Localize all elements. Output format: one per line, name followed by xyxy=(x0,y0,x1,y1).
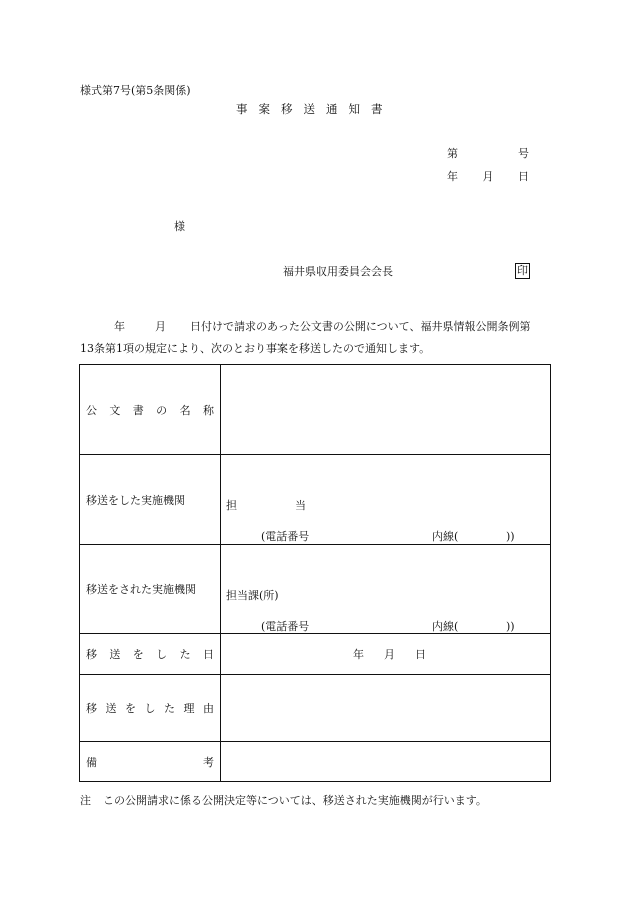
label-receiving-agency: 移送をされた実施機関 xyxy=(80,545,221,634)
body-text-a: 日付けで請求のあった公文書の公開について、福井県情報公開条例第 xyxy=(190,320,531,333)
transfer-month: 月 xyxy=(384,648,395,661)
form-number: 様式第7号(第5条関係) xyxy=(80,84,191,97)
label-document-name xyxy=(80,365,221,455)
label-char: 称 xyxy=(202,403,214,417)
seal-mark: 印 xyxy=(517,264,528,277)
row-transfer-reason xyxy=(80,675,551,742)
row-transfer-date xyxy=(80,634,551,675)
extension-label: 内線( xyxy=(432,530,459,543)
date-month: 月 xyxy=(482,170,494,183)
footnote xyxy=(80,794,487,808)
document-number-line xyxy=(447,147,529,161)
section-in-charge: 担当課(所) xyxy=(226,589,279,602)
extension-close: )) xyxy=(506,530,515,543)
label-transfer-date xyxy=(80,634,221,675)
row-receiving-agency xyxy=(80,545,551,634)
label-char: 移 xyxy=(86,702,97,715)
label-char: を xyxy=(132,648,144,661)
label-char: 由 xyxy=(203,702,214,715)
label-transferring-agency: 移送をした実施機関 xyxy=(80,455,221,545)
transfer-year: 年 xyxy=(353,648,364,661)
label-char: し xyxy=(144,702,156,715)
phone-label: (電話番号 xyxy=(261,530,310,543)
label-char: 文 xyxy=(109,403,121,417)
label-char: し xyxy=(156,648,168,661)
body-text-b: 13条第1項の規定により、次のとおり事案を移送したので通知します。 xyxy=(80,342,431,355)
row-document-name xyxy=(80,365,551,455)
row-transferring-agency xyxy=(80,455,551,545)
tanto-b: 当 xyxy=(295,499,306,512)
body-month: 月 xyxy=(155,320,166,333)
number-prefix: 第 xyxy=(447,147,458,160)
justified-label xyxy=(86,700,214,716)
document-title: 事案移送通知書 xyxy=(236,102,394,116)
justified-label xyxy=(86,754,214,770)
label-transfer-reason xyxy=(80,675,221,742)
extension-close: )) xyxy=(506,620,515,633)
label-char: 送 xyxy=(109,648,121,661)
label-char: 書 xyxy=(132,403,144,417)
extension-label: 内線( xyxy=(432,620,459,633)
tanto-a: 担 xyxy=(226,499,237,512)
transfer-details-table xyxy=(79,364,551,782)
label-char: 移 xyxy=(86,648,97,661)
value-transferring-agency[interactable] xyxy=(221,455,551,545)
label-char: た xyxy=(179,648,191,661)
label-char: た xyxy=(164,702,175,715)
remarks-b: 考 xyxy=(203,755,214,769)
label-char: 日 xyxy=(202,648,214,661)
label-char: を xyxy=(125,702,136,715)
date-year: 年 xyxy=(447,170,458,183)
value-receiving-agency[interactable] xyxy=(221,545,551,634)
label-remarks xyxy=(80,742,221,782)
label-char: 公 xyxy=(86,403,97,417)
label-char: 送 xyxy=(105,702,117,715)
value-transfer-date[interactable] xyxy=(221,634,551,675)
body-year: 年 xyxy=(114,320,125,333)
label-char: の xyxy=(156,403,168,417)
phone-label: (電話番号 xyxy=(261,620,310,633)
justified-label xyxy=(86,402,214,418)
transfer-day: 日 xyxy=(415,648,426,661)
justified-label xyxy=(86,646,214,662)
row-remarks xyxy=(80,742,551,782)
body-paragraph xyxy=(80,316,555,360)
date-day: 日 xyxy=(518,170,529,183)
addressee-suffix: 様 xyxy=(174,220,185,233)
note-text: この公開請求に係る公開決定等については、移送された実施機関が行います。 xyxy=(103,794,487,807)
label-char: 名 xyxy=(179,403,191,417)
value-remarks[interactable] xyxy=(221,742,551,782)
person-in-charge xyxy=(226,499,306,513)
value-transfer-reason[interactable] xyxy=(221,675,551,742)
document-date-line xyxy=(447,170,529,184)
note-prefix: 注 xyxy=(80,794,91,807)
remarks-a: 備 xyxy=(86,755,97,769)
sender-name: 福井県収用委員会会長 xyxy=(283,265,393,278)
label-char: 理 xyxy=(183,702,195,715)
value-document-name[interactable] xyxy=(221,365,551,455)
number-suffix: 号 xyxy=(518,147,529,160)
